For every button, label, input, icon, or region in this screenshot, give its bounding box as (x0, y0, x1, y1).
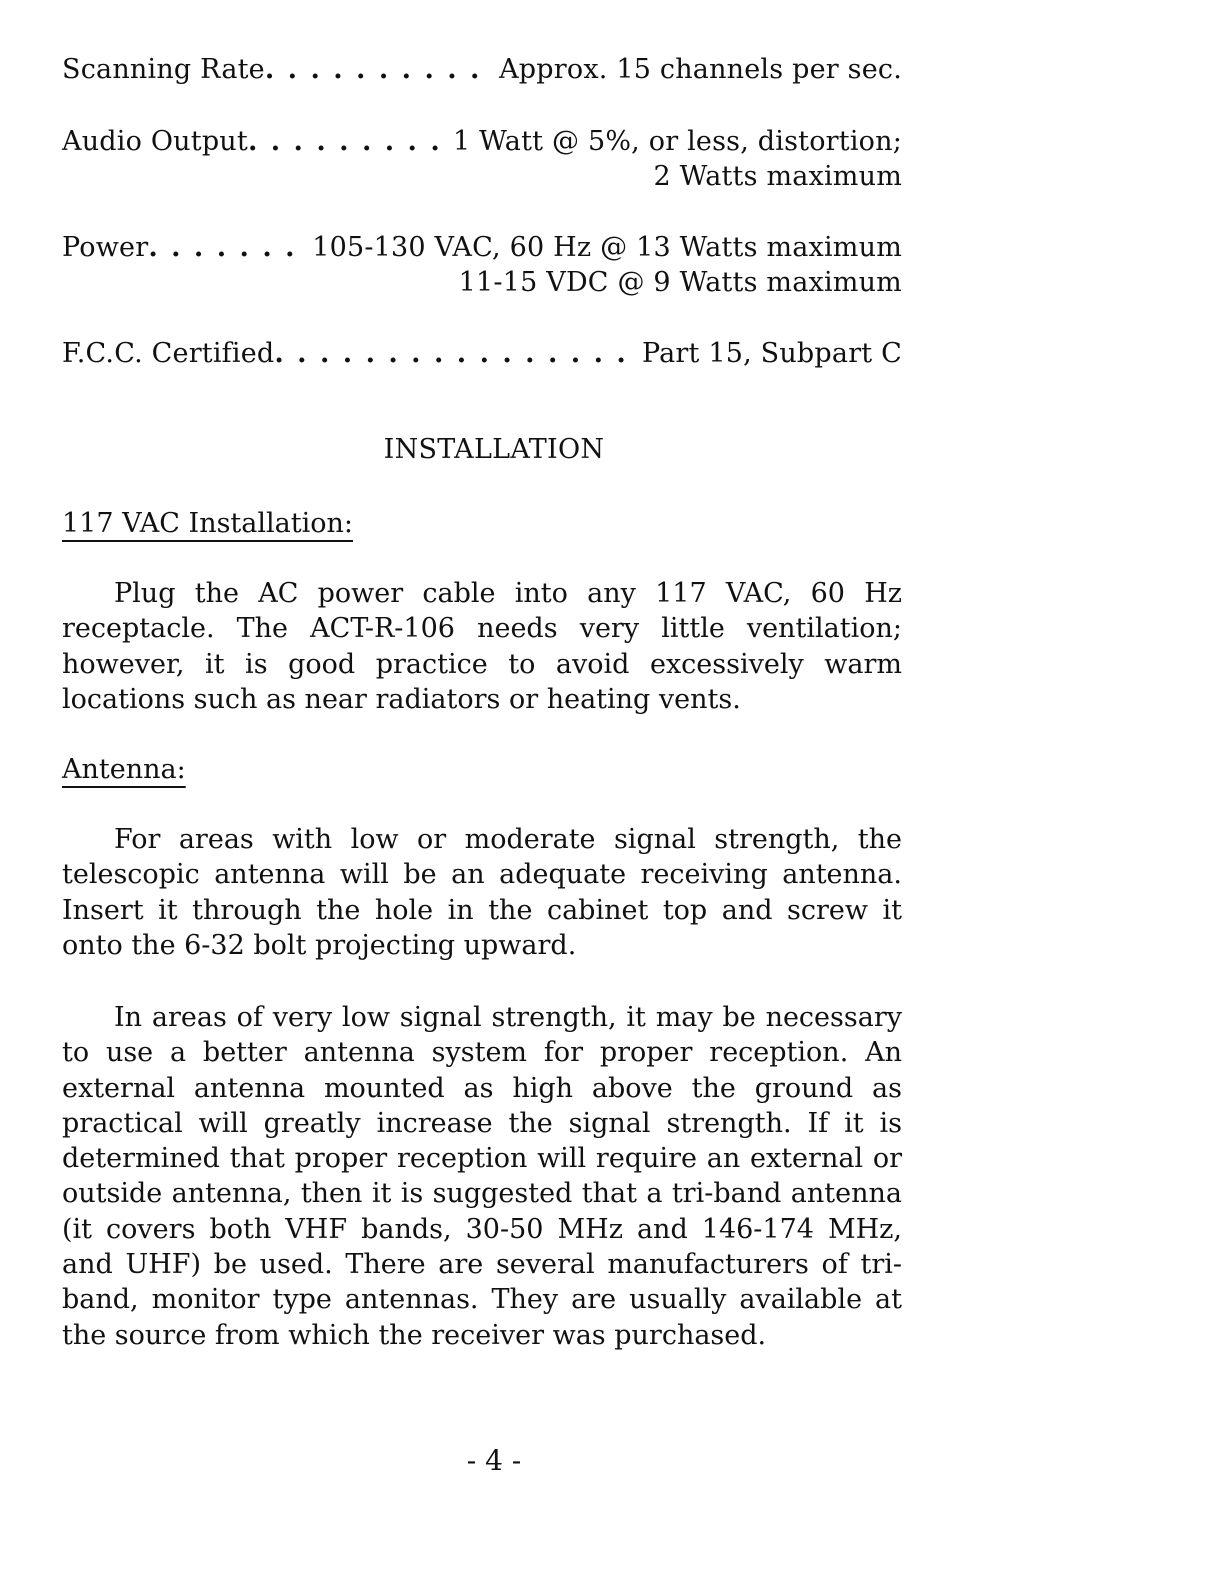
antenna-paragraph-1: For areas with low or moderate signal strength, the telescopic antenna will be an adequate receiving antenna. Insert it through the hole in the cabinet top and screw it onto the 6-32 bolt projecting upward. (62, 824, 902, 961)
spec-value: Part 15, Subpart C (641, 338, 902, 369)
spec-value-continuation: 11-15 VDC @ 9 Watts maximum (458, 267, 902, 298)
spec-audio-output (62, 124, 902, 194)
spec-value: Approx. 15 channels per sec. (499, 54, 902, 85)
spec-label: F.C.C. Certified (62, 338, 275, 369)
ac-installation-paragraph: Plug the AC power cable into any 117 VAC, 60 Hz receptacle. The ACT-R-106 needs very little ventilation; however, it is good practice to avoid excessively warm locations such as near radiators or heating vents. (62, 578, 902, 715)
spec-value-continuation: 2 Watts maximum (653, 161, 902, 192)
dot-leader (148, 230, 302, 265)
dot-leader (265, 52, 489, 87)
page-number: - 4 - (466, 1444, 522, 1477)
dot-leader (274, 336, 632, 371)
spec-label: Power (62, 232, 149, 263)
antenna-heading: Antenna: (62, 754, 186, 785)
spec-value: 105-130 VAC, 60 Hz @ 13 Watts maximum (312, 232, 902, 263)
spec-power (62, 230, 902, 300)
dot-leader (248, 124, 443, 159)
spec-label: Audio Output (62, 126, 248, 157)
ac-installation-heading: 117 VAC Installation: (62, 508, 353, 539)
document-page (62, 0, 902, 1584)
spec-fcc-certified (62, 336, 902, 371)
section-title: INSTALLATION (383, 434, 605, 465)
spec-label: Scanning Rate (62, 54, 265, 85)
antenna-paragraph-2: In areas of very low signal strength, it may be necessary to use a better antenna system for proper reception. An external antenna mounted as high above the ground as practical will greatly increase the signal strength. If it is determined that proper reception will require an external or outside antenna, then it is suggested that a tri-band antenna (it covers both VHF bands, 30-50 MHz and 146-174 MHz, and UHF) be used. There are several manufacturers of tri-band, monitor type antennas. They are usually available at the source from which the receiver was purchased. (62, 1002, 902, 1351)
spec-value: 1 Watt @ 5%, or less, distortion; (453, 126, 902, 157)
spec-scanning-rate (62, 52, 902, 87)
